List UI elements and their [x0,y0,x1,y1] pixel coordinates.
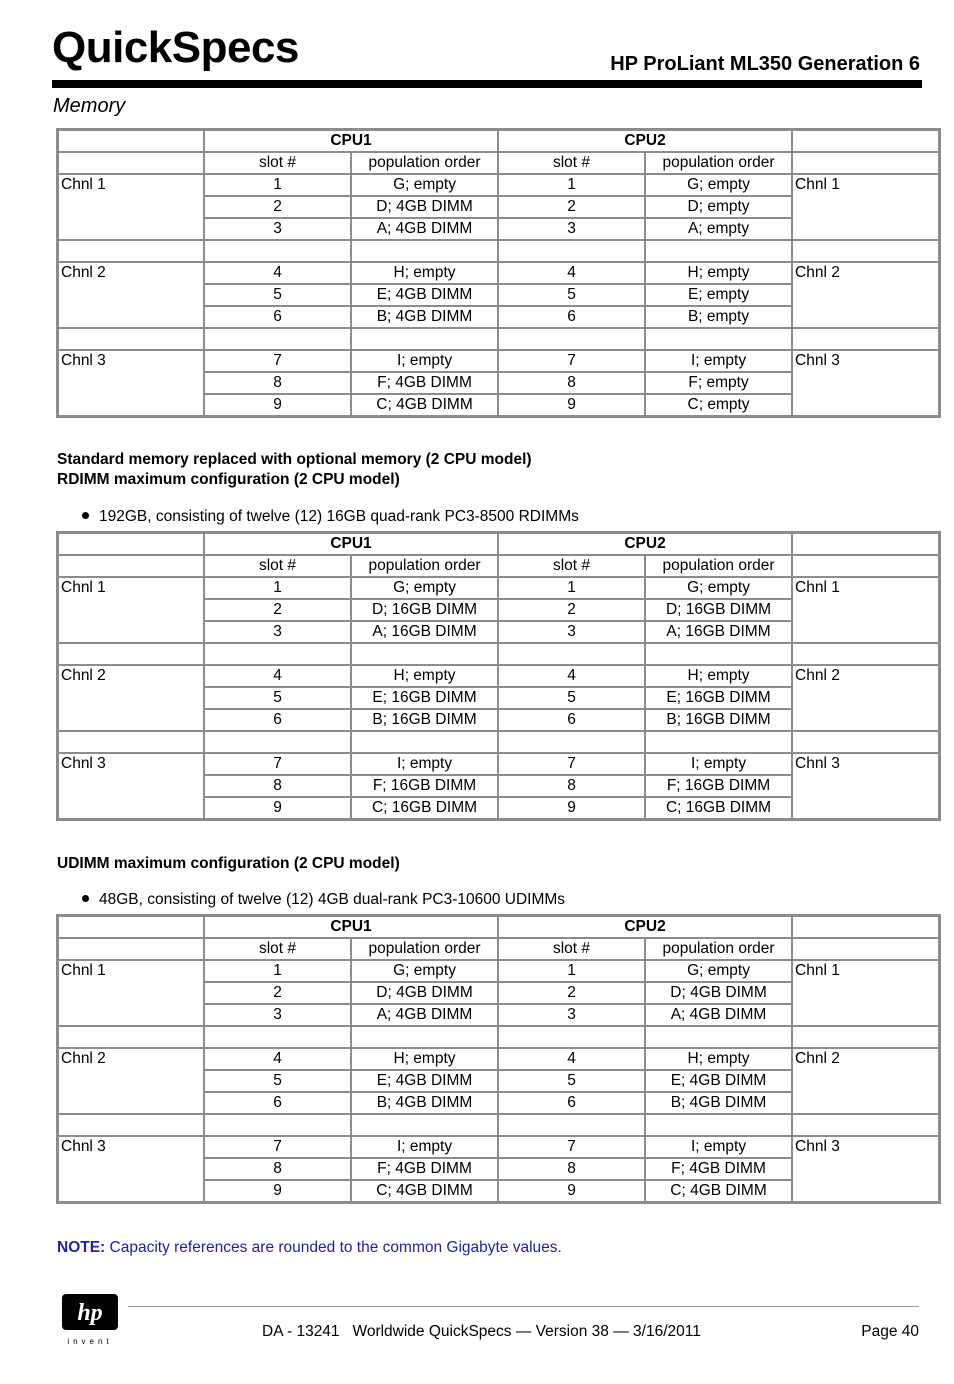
footer-doc-info: DA - 13241 Worldwide QuickSpecs — Version 38 — 3/16/2011 [262,1323,701,1340]
table-row [58,577,939,599]
blank-cell [792,1026,939,1048]
cpu2-population: F; 4GB DIMM [645,1158,792,1180]
channel-label: Chnl 3 [58,1136,204,1202]
slot-header: slot # [498,938,645,960]
cpu2-slot: 2 [498,196,645,218]
cpu1-slot: 2 [204,196,351,218]
cpu2-population: F; empty [645,372,792,394]
population-header: population order [351,938,498,960]
cpu1-population: D; 4GB DIMM [351,196,498,218]
channel-label: Chnl 3 [792,350,939,416]
blank-cell [645,328,792,350]
blank-cell [645,731,792,753]
channel-label: Chnl 1 [792,960,939,1026]
population-header: population order [351,555,498,577]
cpu2-slot: 9 [498,797,645,819]
cpu2-population: B; 4GB DIMM [645,1092,792,1114]
cpu2-population: H; empty [645,262,792,284]
slot-header: slot # [204,152,351,174]
blank-cell [498,240,645,262]
blank-cell [792,916,939,938]
table-row [58,1048,939,1070]
note-text: Capacity references are rounded to the common Gigabyte values. [105,1239,562,1256]
cpu1-population: C; 4GB DIMM [351,1180,498,1202]
slot-header: slot # [498,152,645,174]
cpu2-slot: 1 [498,960,645,982]
cpu2-population: C; empty [645,394,792,416]
cpu2-population: E; 16GB DIMM [645,687,792,709]
spacer-row [58,1026,939,1048]
blank-cell [792,731,939,753]
cpu1-header: CPU1 [204,130,498,152]
rdimm-bullet-text: 192GB, consisting of twelve (12) 16GB quad-rank PC3-8500 RDIMMs [99,508,579,525]
cpu1-population: F; 4GB DIMM [351,372,498,394]
cpu1-slot: 8 [204,372,351,394]
table-row [58,960,939,982]
header-rule [52,80,922,88]
cpu1-population: F; 16GB DIMM [351,775,498,797]
udimm-heading: UDIMM maximum configuration (2 CPU model) [57,855,400,872]
subheader-row [58,555,939,577]
channel-label: Chnl 2 [58,262,204,328]
cpu2-population: C; 4GB DIMM [645,1180,792,1202]
spacer-row [58,240,939,262]
cpu1-slot: 9 [204,1180,351,1202]
subheader-row [58,938,939,960]
cpu2-slot: 8 [498,372,645,394]
slot-header: slot # [498,555,645,577]
cpu2-population: F; 16GB DIMM [645,775,792,797]
footer-rule [128,1306,919,1307]
cpu1-header: CPU1 [204,533,498,555]
cpu2-slot: 2 [498,982,645,1004]
slot-header: slot # [204,938,351,960]
cpu2-slot: 8 [498,1158,645,1180]
cpu2-slot: 4 [498,262,645,284]
cpu2-population: D; 16GB DIMM [645,599,792,621]
cpu1-slot: 5 [204,1070,351,1092]
cpu1-slot: 3 [204,1004,351,1026]
footer-page-number: Page 40 [861,1323,919,1340]
cpu2-header: CPU2 [498,130,792,152]
channel-label: Chnl 2 [58,665,204,731]
blank-cell [351,240,498,262]
cpu2-population: A; 16GB DIMM [645,621,792,643]
spacer-row [58,731,939,753]
cpu1-slot: 7 [204,350,351,372]
spacer-row [58,328,939,350]
cpu2-slot: 5 [498,284,645,306]
blank-cell [351,731,498,753]
channel-label: Chnl 2 [792,665,939,731]
cpu1-population: D; 4GB DIMM [351,982,498,1004]
spacer-row [58,643,939,665]
udimm-bullet-text: 48GB, consisting of twelve (12) 4GB dual-rank PC3-10600 UDIMMs [99,891,566,908]
cpu1-slot: 7 [204,753,351,775]
cpu2-population: D; 4GB DIMM [645,982,792,1004]
channel-label: Chnl 1 [58,577,204,643]
header-row [58,533,939,555]
cpu1-slot: 4 [204,262,351,284]
channel-label: Chnl 2 [792,1048,939,1114]
table-row [58,174,939,196]
blank-cell [498,328,645,350]
cpu1-population: I; empty [351,753,498,775]
blank-cell [498,1026,645,1048]
channel-label: Chnl 1 [58,960,204,1026]
cpu2-population: E; empty [645,284,792,306]
cpu1-population: E; 4GB DIMM [351,1070,498,1092]
cpu2-slot: 7 [498,753,645,775]
blank-cell [58,916,204,938]
cpu1-slot: 4 [204,1048,351,1070]
blank-cell [204,328,351,350]
blank-cell [792,328,939,350]
table-row [58,753,939,775]
cpu1-slot: 6 [204,306,351,328]
cpu1-population: H; empty [351,262,498,284]
blank-cell [204,240,351,262]
cpu1-population: E; 4GB DIMM [351,284,498,306]
bullet-icon [82,895,89,902]
blank-cell [58,240,204,262]
memory-table-udimm [56,914,941,1204]
blank-cell [645,240,792,262]
blank-cell [792,130,939,152]
table-row [58,350,939,372]
blank-cell [645,1114,792,1136]
blank-cell [204,643,351,665]
cpu2-slot: 3 [498,218,645,240]
cpu2-slot: 5 [498,687,645,709]
slot-header: slot # [204,555,351,577]
subheader-row [58,152,939,174]
cpu1-slot: 5 [204,284,351,306]
channel-label: Chnl 3 [792,753,939,819]
cpu1-population: B; 16GB DIMM [351,709,498,731]
cpu1-slot: 8 [204,1158,351,1180]
cpu1-slot: 9 [204,797,351,819]
table-row [58,1136,939,1158]
cpu2-slot: 9 [498,394,645,416]
cpu1-population: D; 16GB DIMM [351,599,498,621]
cpu1-slot: 9 [204,394,351,416]
blank-cell [58,533,204,555]
cpu2-population: G; empty [645,174,792,196]
cpu1-population: A; 4GB DIMM [351,1004,498,1026]
blank-cell [58,731,204,753]
cpu2-slot: 9 [498,1180,645,1202]
blank-cell [58,1114,204,1136]
population-header: population order [645,555,792,577]
cpu2-header: CPU2 [498,916,792,938]
cpu2-population: G; empty [645,960,792,982]
cpu1-population: B; 4GB DIMM [351,1092,498,1114]
blank-cell [58,938,204,960]
cpu2-slot: 7 [498,350,645,372]
blank-cell [351,1114,498,1136]
cpu1-slot: 4 [204,665,351,687]
channel-label: Chnl 1 [792,577,939,643]
udimm-bullet [82,890,565,910]
cpu1-population: G; empty [351,174,498,196]
cpu2-slot: 3 [498,1004,645,1026]
cpu2-population: E; 4GB DIMM [645,1070,792,1092]
population-header: population order [351,152,498,174]
memory-table-standard [56,128,941,418]
blank-cell [58,643,204,665]
spacer-row [58,1114,939,1136]
bullet-icon [82,512,89,519]
blank-cell [58,555,204,577]
blank-cell [792,240,939,262]
cpu1-population: C; 4GB DIMM [351,394,498,416]
blank-cell [351,643,498,665]
section-title: Memory [53,95,126,117]
cpu2-population: H; empty [645,1048,792,1070]
logo-text: invent [67,1337,113,1346]
cpu2-slot: 8 [498,775,645,797]
cpu2-slot: 5 [498,1070,645,1092]
cpu1-population: G; empty [351,960,498,982]
channel-label: Chnl 2 [58,1048,204,1114]
cpu1-population: H; empty [351,665,498,687]
channel-label: Chnl 1 [792,174,939,240]
cpu2-population: I; empty [645,350,792,372]
cpu2-slot: 4 [498,665,645,687]
cpu1-slot: 1 [204,960,351,982]
cpu1-slot: 2 [204,982,351,1004]
cpu2-slot: 2 [498,599,645,621]
memory-table-rdimm [56,531,941,821]
channel-label: Chnl 2 [792,262,939,328]
cpu1-slot: 1 [204,174,351,196]
cpu1-slot: 3 [204,621,351,643]
channel-label: Chnl 3 [58,350,204,416]
channel-label: Chnl 3 [792,1136,939,1202]
blank-cell [204,1114,351,1136]
cpu2-population: C; 16GB DIMM [645,797,792,819]
channel-label: Chnl 1 [58,174,204,240]
cpu2-slot: 6 [498,306,645,328]
blank-cell [792,1114,939,1136]
blank-cell [58,1026,204,1048]
blank-cell [204,731,351,753]
blank-cell [204,1026,351,1048]
blank-cell [498,731,645,753]
cpu1-header: CPU1 [204,916,498,938]
blank-cell [58,130,204,152]
cpu1-population: I; empty [351,1136,498,1158]
rdimm-heading-2: RDIMM maximum configuration (2 CPU model) [57,471,400,488]
cpu2-population: B; 16GB DIMM [645,709,792,731]
cpu2-slot: 3 [498,621,645,643]
cpu2-slot: 1 [498,577,645,599]
table-row [58,665,939,687]
cpu1-population: E; 16GB DIMM [351,687,498,709]
blank-cell [792,152,939,174]
cpu2-population: A; empty [645,218,792,240]
cpu1-slot: 7 [204,1136,351,1158]
channel-label: Chnl 3 [58,753,204,819]
header-row [58,130,939,152]
note [57,1238,562,1258]
cpu1-slot: 3 [204,218,351,240]
blank-cell [792,533,939,555]
cpu1-population: A; 4GB DIMM [351,218,498,240]
cpu2-population: D; empty [645,196,792,218]
cpu1-slot: 1 [204,577,351,599]
cpu1-population: I; empty [351,350,498,372]
blank-cell [351,1026,498,1048]
blank-cell [792,555,939,577]
rdimm-heading-1: Standard memory replaced with optional memory (2 CPU model) [57,451,532,468]
cpu2-slot: 4 [498,1048,645,1070]
cpu2-population: A; 4GB DIMM [645,1004,792,1026]
cpu2-population: B; empty [645,306,792,328]
blank-cell [58,328,204,350]
cpu2-slot: 1 [498,174,645,196]
table-row [58,262,939,284]
cpu1-population: B; 4GB DIMM [351,306,498,328]
blank-cell [792,643,939,665]
cpu1-population: H; empty [351,1048,498,1070]
cpu1-population: C; 16GB DIMM [351,797,498,819]
cpu2-population: G; empty [645,577,792,599]
cpu1-slot: 2 [204,599,351,621]
cpu2-population: I; empty [645,1136,792,1158]
blank-cell [351,328,498,350]
blank-cell [792,938,939,960]
blank-cell [498,643,645,665]
cpu1-slot: 6 [204,1092,351,1114]
product-name: HP ProLiant ML350 Generation 6 [610,53,920,75]
doc-title: QuickSpecs [52,23,299,72]
cpu1-population: F; 4GB DIMM [351,1158,498,1180]
note-label: NOTE: [57,1239,106,1256]
population-header: population order [645,152,792,174]
cpu1-slot: 5 [204,687,351,709]
header-row [58,916,939,938]
cpu2-header: CPU2 [498,533,792,555]
cpu2-slot: 6 [498,1092,645,1114]
blank-cell [498,1114,645,1136]
cpu1-slot: 8 [204,775,351,797]
blank-cell [645,1026,792,1048]
svg-text:hp: hp [77,1300,103,1326]
hp-logo-icon [58,1292,122,1348]
cpu2-slot: 7 [498,1136,645,1158]
rdimm-bullet [82,507,579,527]
cpu1-slot: 6 [204,709,351,731]
blank-cell [58,152,204,174]
population-header: population order [645,938,792,960]
blank-cell [645,643,792,665]
cpu2-slot: 6 [498,709,645,731]
cpu1-population: G; empty [351,577,498,599]
cpu2-population: H; empty [645,665,792,687]
cpu1-population: A; 16GB DIMM [351,621,498,643]
cpu2-population: I; empty [645,753,792,775]
